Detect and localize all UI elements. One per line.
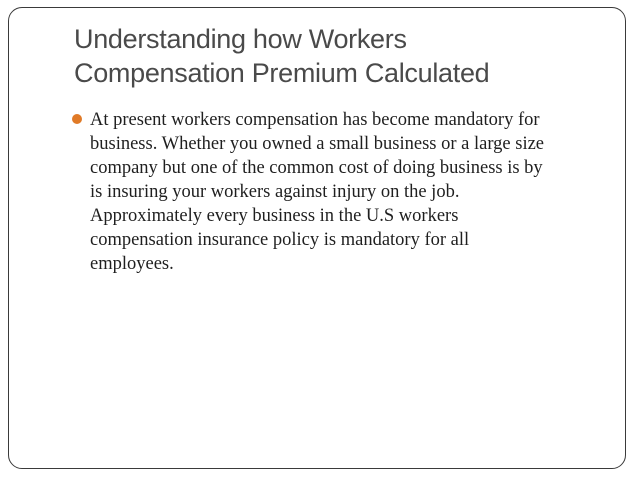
bullet-text-line: Approximately every business in the U.S workers	[90, 206, 459, 226]
bullet-dot-icon	[72, 114, 82, 124]
bullet-text-line: business. Whether you owned a small business or a large size	[90, 134, 545, 154]
bullet-text-line: employees.	[90, 254, 174, 274]
slide-content	[72, 108, 607, 276]
bullet-item	[72, 108, 607, 276]
bullet-text-line: compensation insurance policy is mandatory for all	[90, 230, 470, 250]
slide-title-line-2: Compensation Premium Calculated	[74, 58, 490, 88]
bullet-text-line: company but one of the common cost of doing business is by	[90, 158, 543, 178]
bullet-text-line: is insuring your workers against injury on the job.	[90, 182, 460, 202]
slide-title	[74, 22, 594, 90]
slide-title-line-1: Understanding how Workers	[74, 24, 407, 54]
bullet-text-line: At present workers compensation has become mandatory for	[90, 110, 540, 130]
